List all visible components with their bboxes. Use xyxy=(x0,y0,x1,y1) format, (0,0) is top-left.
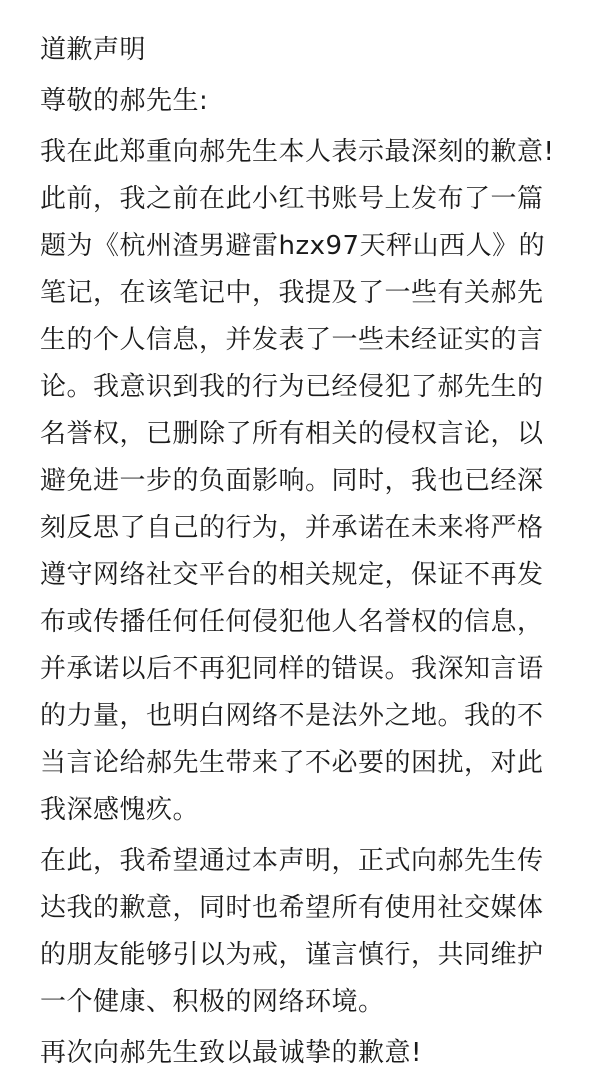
text-line: 此前，我之前在此小红书账号上发布了一篇 xyxy=(40,184,544,214)
text-line: 题为《杭州渣男避雷hzx97天秤山西人》的 xyxy=(40,231,546,261)
text-line: 布或传播任何任何侵犯他人名誉权的信息， xyxy=(40,607,544,637)
closing-line: 再次向郝先生致以最诚挚的歉意! xyxy=(40,1038,422,1068)
salutation: 尊敬的郝先生: xyxy=(40,86,209,116)
text-line: 在此，我希望通过本声明，正式向郝先生传 xyxy=(40,846,544,876)
text-line: 刻反思了自己的行为，并承诺在未来将严格 xyxy=(40,513,544,543)
document-title: 道歉声明 xyxy=(40,35,147,65)
text-line: 的朋友能够引以为戒，谨言慎行，共同维护 xyxy=(40,940,544,970)
text-line: 名誉权，已删除了所有相关的侵权言论，以 xyxy=(40,419,544,449)
text-line: 笔记，在该笔记中，我提及了一些有关郝先 xyxy=(40,278,544,308)
text-line: 一个健康、积极的网络环境。 xyxy=(40,987,385,1017)
text-line: 遵守网络社交平台的相关规定，保证不再发 xyxy=(40,560,544,590)
text-line: 生的个人信息，并发表了一些未经证实的言 xyxy=(40,325,544,355)
text-line: 达我的歉意，同时也希望所有使用社交媒体 xyxy=(40,893,544,923)
text-line: 避免进一步的负面影响。同时，我也已经深 xyxy=(40,466,544,496)
text-line: 当言论给郝先生带来了不必要的困扰，对此 xyxy=(40,748,544,778)
text-line: 我深感愧疚。 xyxy=(40,795,200,825)
text-line: 并承诺以后不再犯同样的错误。我深知言语 xyxy=(40,654,544,684)
text-line: 的力量，也明白网络不是法外之地。我的不 xyxy=(40,701,544,731)
text-line: 论。我意识到我的行为已经侵犯了郝先生的 xyxy=(40,372,544,402)
text-line: 我在此郑重向郝先生本人表示最深刻的歉意! xyxy=(40,137,555,167)
